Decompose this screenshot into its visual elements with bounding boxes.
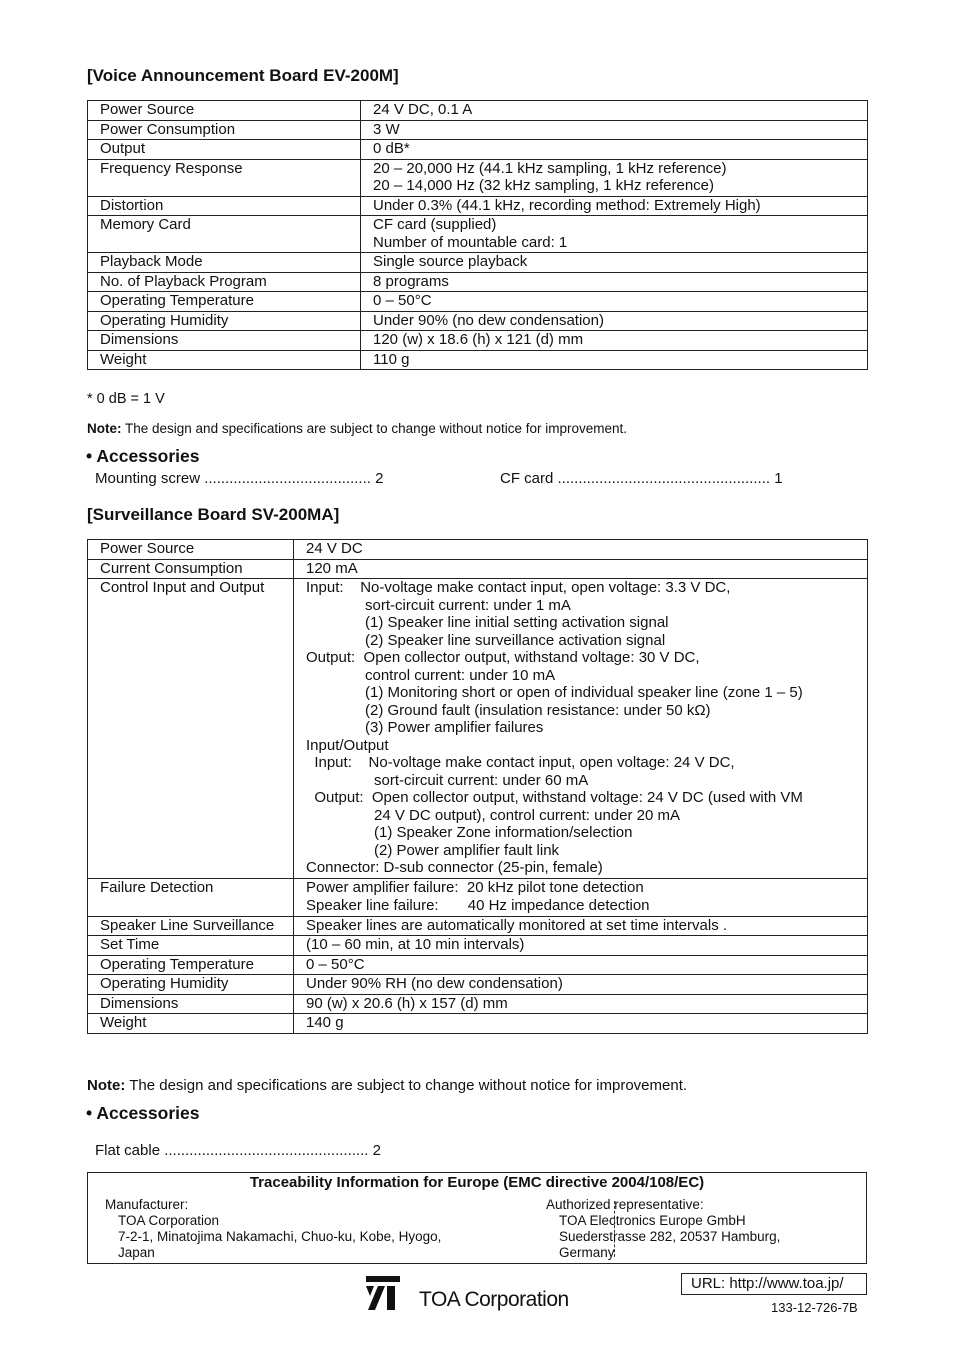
spec-value-line: Power amplifier failure: 20 kHz pilot tone detection <box>306 878 644 896</box>
sv200ma-note <box>87 1077 687 1094</box>
document-code: 133-12-726-7B <box>771 1300 858 1315</box>
spec-value-line: 24 V DC, 0.1 A <box>373 101 473 118</box>
spec-label: Weight <box>88 350 361 370</box>
spec-label: Operating Humidity <box>88 975 294 995</box>
spec-label: Output <box>88 140 361 160</box>
sv200ma-spec-table <box>87 539 868 1034</box>
note-text: The design and specifications are subject to change without notice for improvement. <box>121 421 628 436</box>
note-text: The design and specifications are subject to change without notice for improvement. <box>125 1077 688 1094</box>
manufacturer-block <box>105 1197 441 1261</box>
spec-value-line: Input: No-voltage make contact input, open voltage: 3.3 V DC, <box>306 579 731 596</box>
note-label: Note: <box>87 421 122 436</box>
spec-label: Operating Temperature <box>88 292 361 312</box>
spec-value <box>361 272 868 292</box>
ev200m-row <box>88 272 868 292</box>
spec-value <box>361 216 868 253</box>
spec-value <box>361 140 868 160</box>
manufacturer-line: Japan <box>118 1245 155 1260</box>
ev200m-row <box>88 350 868 370</box>
ev200m-row <box>88 140 868 160</box>
spec-label: Speaker Line Surveillance <box>88 916 294 936</box>
spec-value <box>361 101 868 121</box>
spec-label: Current Consumption <box>88 559 294 579</box>
spec-value-line: sort-circuit current: under 60 mA <box>374 771 589 789</box>
spec-value-line: CF card (supplied) <box>373 216 497 233</box>
representative-block <box>546 1197 780 1261</box>
spec-value-line: (3) Power amplifier failures <box>365 719 544 736</box>
spec-value-line: Number of mountable card: 1 <box>373 233 568 251</box>
spec-label: Frequency Response <box>88 159 361 196</box>
spec-label: Memory Card <box>88 216 361 253</box>
ev200m-row <box>88 331 868 351</box>
spec-value <box>361 253 868 273</box>
ev200m-footnote: * 0 dB = 1 V <box>87 391 165 407</box>
spec-value <box>294 1014 868 1034</box>
spec-value <box>361 331 868 351</box>
sv200ma-row <box>88 936 868 956</box>
spec-value-line: 24 V DC output), control current: under 20 mA <box>374 806 680 824</box>
spec-value-line: 20 – 14,000 Hz (32 kHz sampling, 1 kHz reference) <box>373 177 714 194</box>
ev200m-row <box>88 253 868 273</box>
ev200m-note <box>87 421 627 436</box>
spec-label: No. of Playback Program <box>88 272 361 292</box>
sv200ma-heading: [Surveillance Board SV-200MA] <box>87 505 340 524</box>
spec-value <box>361 159 868 196</box>
spec-value-line: (2) Speaker line surveillance activation signal <box>365 631 666 649</box>
ev200m-heading: [Voice Announcement Board EV-200M] <box>87 66 399 85</box>
ev200m-spec-table <box>87 100 868 370</box>
spec-value-line: sort-circuit current: under 1 mA <box>365 596 571 614</box>
spec-value-line: Under 0.3% (44.1 kHz, recording method: Extremely High) <box>373 196 761 214</box>
spec-value <box>361 311 868 331</box>
spec-value-line: Under 90% (no dew condensation) <box>373 311 604 329</box>
spec-label: Set Time <box>88 936 294 956</box>
ev200m-accessory-cf-card: CF card ................................................... 1 <box>500 470 783 487</box>
representative-line: TOA Electronics Europe GmbH <box>559 1213 746 1228</box>
spec-value-line: (1) Monitoring short or open of individual speaker line (zone 1 – 5) <box>365 684 803 701</box>
spec-value <box>294 559 868 579</box>
toa-logo-icon <box>366 1276 400 1310</box>
spec-value <box>361 292 868 312</box>
ev200m-row <box>88 216 868 253</box>
spec-label: Operating Temperature <box>88 955 294 975</box>
spec-value-line: Output: Open collector output, withstand voltage: 30 V DC, <box>306 649 700 666</box>
sv200ma-row <box>88 916 868 936</box>
sv200ma-row <box>88 1014 868 1034</box>
sv200ma-row <box>88 559 868 579</box>
spec-value-line: (1) Speaker Zone information/selection <box>374 824 633 841</box>
representative-line: Suederstrasse 282, 20537 Hamburg, <box>559 1229 781 1244</box>
spec-value <box>294 579 868 879</box>
manufacturer-line: TOA Corporation <box>118 1213 220 1228</box>
spec-value <box>294 936 868 956</box>
spec-value-line: (2) Ground fault (insulation resistance: under 50 kΩ) <box>365 701 711 719</box>
representative-label: Authorized representative: <box>546 1197 704 1212</box>
spec-value-line: 110 g <box>373 350 410 368</box>
spec-value-line: (10 – 60 min, at 10 min intervals) <box>306 936 525 953</box>
spec-label: Power Source <box>88 540 294 560</box>
sv200ma-row <box>88 579 868 879</box>
spec-value-line: control current: under 10 mA <box>365 666 556 684</box>
spec-value-line: Connector: D-sub connector (25-pin, female) <box>306 859 603 876</box>
sv200ma-row <box>88 540 868 560</box>
spec-value-line: Under 90% RH (no dew condensation) <box>306 975 563 992</box>
spec-value-line: Single source playback <box>373 253 528 270</box>
spec-value <box>294 878 868 916</box>
spec-value-line: Input/Output <box>306 736 389 754</box>
spec-value <box>294 994 868 1014</box>
sv200ma-accessory-flat-cable: Flat cable ................................................. 2 <box>95 1142 381 1159</box>
ev200m-accessories-heading: • Accessories <box>86 446 200 466</box>
spec-value <box>294 975 868 995</box>
spec-value-line: Input: No-voltage make contact input, open voltage: 24 V DC, <box>306 754 735 771</box>
ev200m-row <box>88 311 868 331</box>
spec-value-line: 90 (w) x 20.6 (h) x 157 (d) mm <box>306 994 508 1012</box>
sv200ma-row <box>88 878 868 916</box>
spec-value-line: 8 programs <box>373 272 449 290</box>
spec-value-line: 140 g <box>306 1014 344 1031</box>
manufacturer-label: Manufacturer: <box>105 1197 189 1212</box>
spec-value-line: Speaker line failure: 40 Hz impedance detection <box>306 897 650 914</box>
representative-line: Germany <box>559 1245 615 1260</box>
spec-value-line: Speaker lines are automatically monitored at set time intervals . <box>306 916 728 934</box>
spec-label: Power Consumption <box>88 120 361 140</box>
spec-value-line: 0 – 50°C <box>373 292 432 309</box>
sv200ma-row <box>88 994 868 1014</box>
traceability-box <box>87 1172 867 1264</box>
spec-value-line: 0 – 50°C <box>306 955 365 973</box>
spec-label: Distortion <box>88 196 361 216</box>
spec-label: Power Source <box>88 101 361 121</box>
spec-label: Dimensions <box>88 331 361 351</box>
ev200m-accessory-mounting-screw: Mounting screw ........................................ 2 <box>95 470 384 487</box>
spec-value-line: (1) Speaker line initial setting activation signal <box>365 614 669 631</box>
ev200m-row <box>88 120 868 140</box>
spec-value-line: 20 – 20,000 Hz (44.1 kHz sampling, 1 kHz reference) <box>373 159 727 177</box>
spec-value-line: 0 dB* <box>373 140 410 157</box>
ev200m-row <box>88 196 868 216</box>
spec-value-line: 3 W <box>373 120 400 138</box>
sv200ma-row <box>88 975 868 995</box>
spec-value <box>361 120 868 140</box>
spec-label: Control Input and Output <box>88 579 294 879</box>
manufacturer-line: 7-2-1, Minatojima Nakamachi, Chuo-ku, Kobe, Hyogo, <box>118 1229 442 1244</box>
url-box: URL: http://www.toa.jp/ <box>681 1273 867 1295</box>
spec-value-line: 120 mA <box>306 559 358 577</box>
spec-value <box>294 540 868 560</box>
sv200ma-row <box>88 955 868 975</box>
spec-label: Weight <box>88 1014 294 1034</box>
spec-value-line: 120 (w) x 18.6 (h) x 121 (d) mm <box>373 331 584 348</box>
spec-value <box>361 196 868 216</box>
spec-label: Operating Humidity <box>88 311 361 331</box>
traceability-title: Traceability Information for Europe (EMC directive 2004/108/EC) <box>249 1174 705 1191</box>
spec-value <box>294 916 868 936</box>
sv200ma-accessories-heading: • Accessories <box>86 1103 200 1123</box>
ev200m-row <box>88 159 868 196</box>
ev200m-row <box>88 101 868 121</box>
spec-value-line: (2) Power amplifier fault link <box>374 841 560 859</box>
spec-value <box>294 955 868 975</box>
company-name: TOA Corporation <box>419 1288 569 1311</box>
spec-label: Dimensions <box>88 994 294 1014</box>
ev200m-row <box>88 292 868 312</box>
spec-value <box>361 350 868 370</box>
spec-value-line: 24 V DC <box>306 540 363 557</box>
spec-value-line: Output: Open collector output, withstand voltage: 24 V DC (used with VM <box>306 789 803 806</box>
note-label: Note: <box>87 1077 126 1094</box>
spec-label: Playback Mode <box>88 253 361 273</box>
spec-label: Failure Detection <box>88 878 294 916</box>
